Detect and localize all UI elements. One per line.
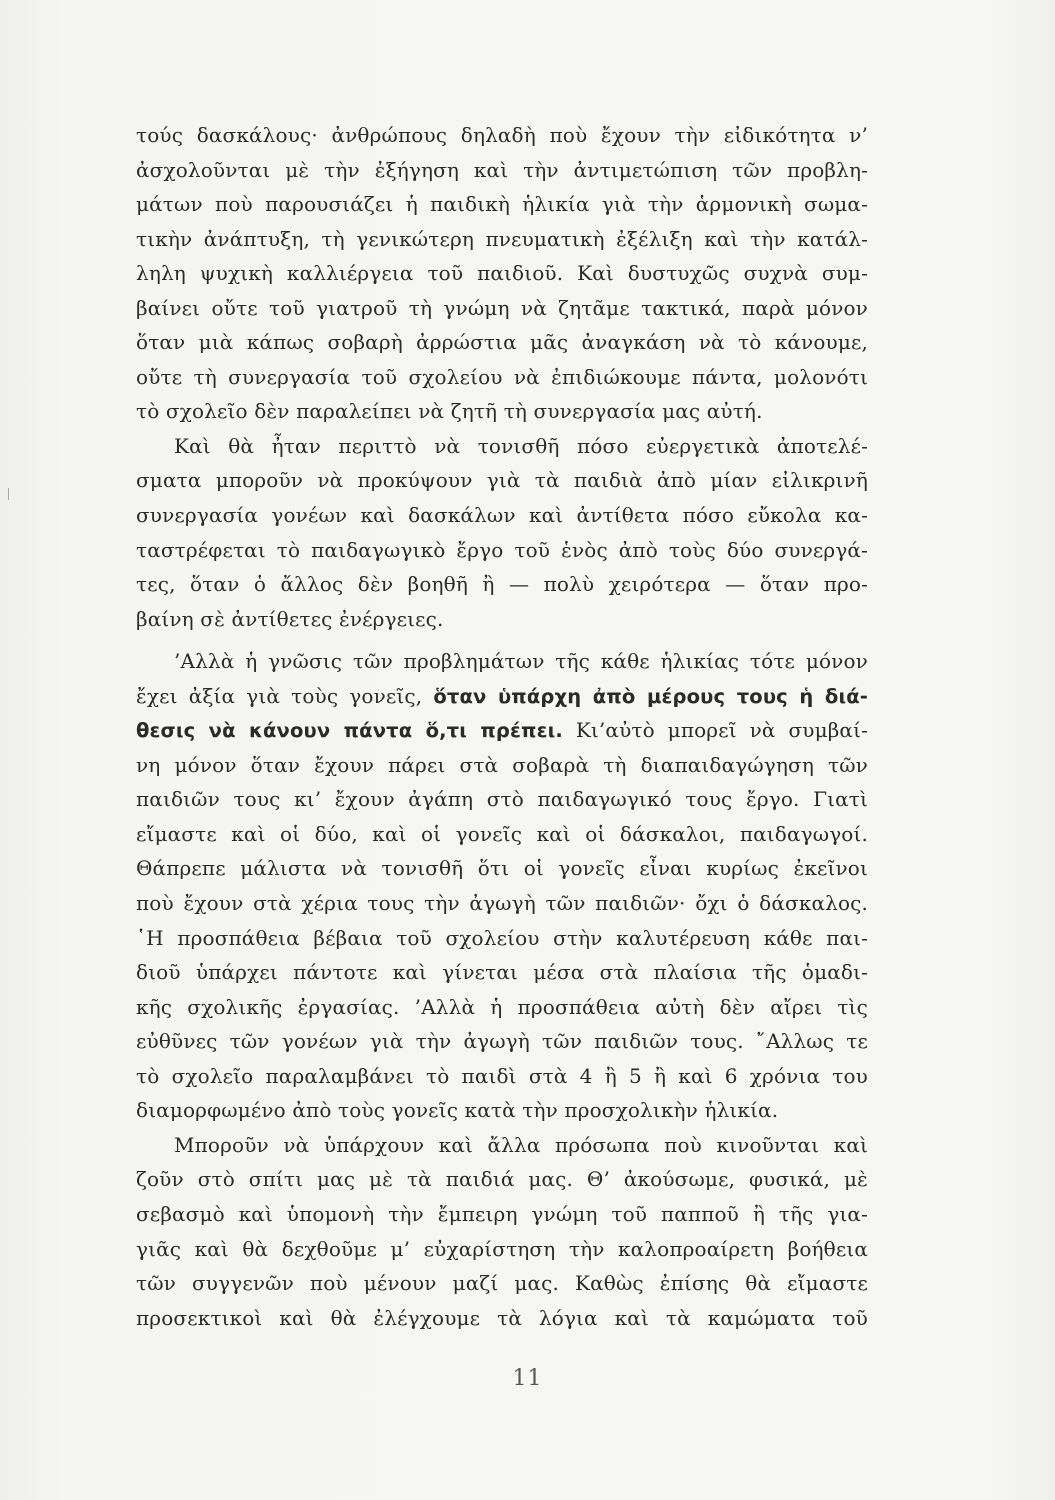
- emphasis-text: ὅταν ὑπάρχη ἀπὸ μέρους τους ἡ διά-: [433, 684, 869, 708]
- text-line: οὔτε τὴ συνεργασία τοῦ σχολείου νὰ ἐπιδιώκουμε πάντα, μολονότι: [136, 364, 868, 389]
- text-line: παιδιῶν τους κι’ ἔχουν ἀγάπη στὸ παιδαγωγικό τους ἔργο. Γιατὶ: [136, 787, 868, 812]
- text-line: διαμορφωμένο ἀπὸ τοὺς γονεῖς κατὰ τὴν προσχολικὴν ἡλικία.: [136, 1098, 779, 1123]
- text-line: ’Αλλὰ ἡ γνῶσις τῶν προβλημάτων τῆς κάθε ἡλικίας τότε μόνον: [174, 649, 868, 674]
- text-line: προσεκτικοὶ καὶ θὰ ἐλέγχουμε τὰ λόγια καὶ τὰ καμώματα τοῦ: [136, 1305, 868, 1330]
- emphasis-text: θεσις νὰ κάνουν πάντα ὅ,τι πρέπει.: [136, 719, 563, 743]
- text-line: ταστρέφεται τὸ παιδαγωγικὸ ἔργο τοῦ ἑνὸς ἀπὸ τοὺς δύο συνεργά-: [136, 537, 868, 562]
- text-line: συνεργασία γονέων καὶ δασκάλων καὶ ἀντίθετα πόσο εὔκολα κα-: [136, 503, 868, 528]
- text-line: τες, ὅταν ὁ ἄλλος δὲν βοηθῆ ἢ — πολὺ χειρότερα — ὅταν προ-: [136, 572, 868, 597]
- text-line-mixed: [136, 679, 868, 714]
- text-line: μάτων ποὺ παρουσιάζει ἡ παιδικὴ ἡλικία γιὰ τὴν ἁρμονικὴ σωμα-: [136, 192, 868, 217]
- text-line: ἀσχολοῦνται μὲ τὴν ἐξήγηση καὶ τὴν ἀντιμετώπιση τῶν προβλη-: [136, 157, 868, 182]
- text-line-mixed: [136, 713, 868, 748]
- text-line: κῆς σχολικῆς ἐργασίας. ’Αλλὰ ἡ προσπάθεια αὐτὴ δὲν αἴρει τὶς: [136, 994, 868, 1019]
- paragraph-gap: [136, 636, 868, 644]
- page-number: 11: [512, 1366, 543, 1391]
- text-line: εὐθῦνες τῶν γονέων γιὰ τὴν ἀγωγὴ τῶν παιδιῶν τους. ῎Αλλως τε: [136, 1029, 868, 1054]
- paragraph-4: [136, 1128, 868, 1335]
- text-line: διοῦ ὑπάρχει πάντοτε καὶ γίνεται μέσα στὰ πλαίσια τῆς ὁμαδι-: [136, 960, 868, 985]
- text-line: ῾Η προσπάθεια βέβαια τοῦ σχολείου στὴν καλυτέρευση κάθε παι-: [136, 925, 868, 950]
- text-line: Μποροῦν νὰ ὑπάρχουν καὶ ἄλλα πρόσωπα ποὺ κινοῦνται καὶ: [174, 1132, 868, 1157]
- text-line: νη μόνον ὅταν ἔχουν πάρει στὰ σοβαρὰ τὴ διαπαιδαγώγηση τῶν: [136, 752, 868, 777]
- text-line: τούς δασκάλους· ἀνθρώπους δηλαδὴ ποὺ ἔχουν τὴν εἰδικότητα ν’: [136, 123, 868, 147]
- paragraph-3: [136, 644, 868, 1128]
- text-line: ποὺ ἔχουν στὰ χέρια τους τὴν ἀγωγὴ τῶν παιδιῶν· ὄχι ὁ δάσκαλος.: [136, 891, 868, 916]
- text-line: εἴμαστε καὶ οἱ δύο, καὶ οἱ γονεῖς καὶ οἱ δάσκαλοι, παιδαγωγοί.: [136, 821, 868, 846]
- margin-mark: [8, 488, 9, 500]
- text-line: τὸ σχολεῖο δὲν παραλείπει νὰ ζητῆ τὴ συνεργασία μας αὐτή.: [136, 399, 763, 424]
- paragraph-1: [136, 118, 868, 429]
- text-run: ἔχει ἀξία γιὰ τοὺς γονεῖς,: [136, 683, 423, 708]
- text-line: σεβασμὸ καὶ ὑπομονὴ τὴν ἔμπειρη γνώμη τοῦ παπποῦ ἢ τῆς για-: [136, 1201, 868, 1226]
- text-line: τῶν συγγενῶν ποὺ μένουν μαζί μας. Καθὼς ἐπίσης θὰ εἴμαστε: [136, 1271, 868, 1296]
- text-line: βαίνη σὲ ἀντίθετες ἐνέργειες.: [136, 606, 444, 631]
- text-line: σματα μποροῦν νὰ προκύψουν γιὰ τὰ παιδιὰ ἀπὸ μίαν εἰλικρινῆ: [136, 468, 868, 493]
- text-line: Καὶ θὰ ἦταν περιττὸ νὰ τονισθῆ πόσο εὐεργετικὰ ἀποτελέ-: [174, 433, 868, 458]
- text-run: Κι’αὐτὸ μπορεῖ νὰ συμβαί-: [575, 718, 868, 743]
- text-line: ὅταν μιὰ κάπως σοβαρὴ ἀρρώστια μᾶς ἀναγκάση νὰ τὸ κάνουμε,: [136, 330, 868, 355]
- body-text: [136, 118, 868, 1335]
- text-line: ζοῦν στὸ σπίτι μας μὲ τὰ παιδιά μας. Θ’ ἀκούσωμε, φυσικά, μὲ: [136, 1167, 868, 1192]
- text-line: τὸ σχολεῖο παραλαμβάνει τὸ παιδὶ στὰ 4 ἢ 5 ἢ καὶ 6 χρόνια του: [136, 1063, 868, 1088]
- text-line: τικὴν ἀνάπτυξη, τὴ γενικώτερη πνευματικὴ ἐξέλιξη καὶ τὴν κατάλ-: [136, 226, 868, 251]
- text-line: βαίνει οὔτε τοῦ γιατροῦ τὴ γνώμη νὰ ζητᾶμε τακτικά, παρὰ μόνον: [136, 295, 868, 320]
- paragraph-2: [136, 429, 868, 636]
- text-line: ληλη ψυχικὴ καλλιέργεια τοῦ παιδιοῦ. Καὶ δυστυχῶς συχνὰ συμ-: [136, 261, 868, 286]
- text-line: γιᾶς καὶ θὰ δεχθοῦμε μ’ εὐχαρίστηση τὴν καλοπροαίρετη βοήθεια: [136, 1236, 868, 1261]
- text-line: Θάπρεπε μάλιστα νὰ τονισθῆ ὅτι οἱ γονεῖς εἶναι κυρίως ἐκεῖνοι: [136, 856, 868, 881]
